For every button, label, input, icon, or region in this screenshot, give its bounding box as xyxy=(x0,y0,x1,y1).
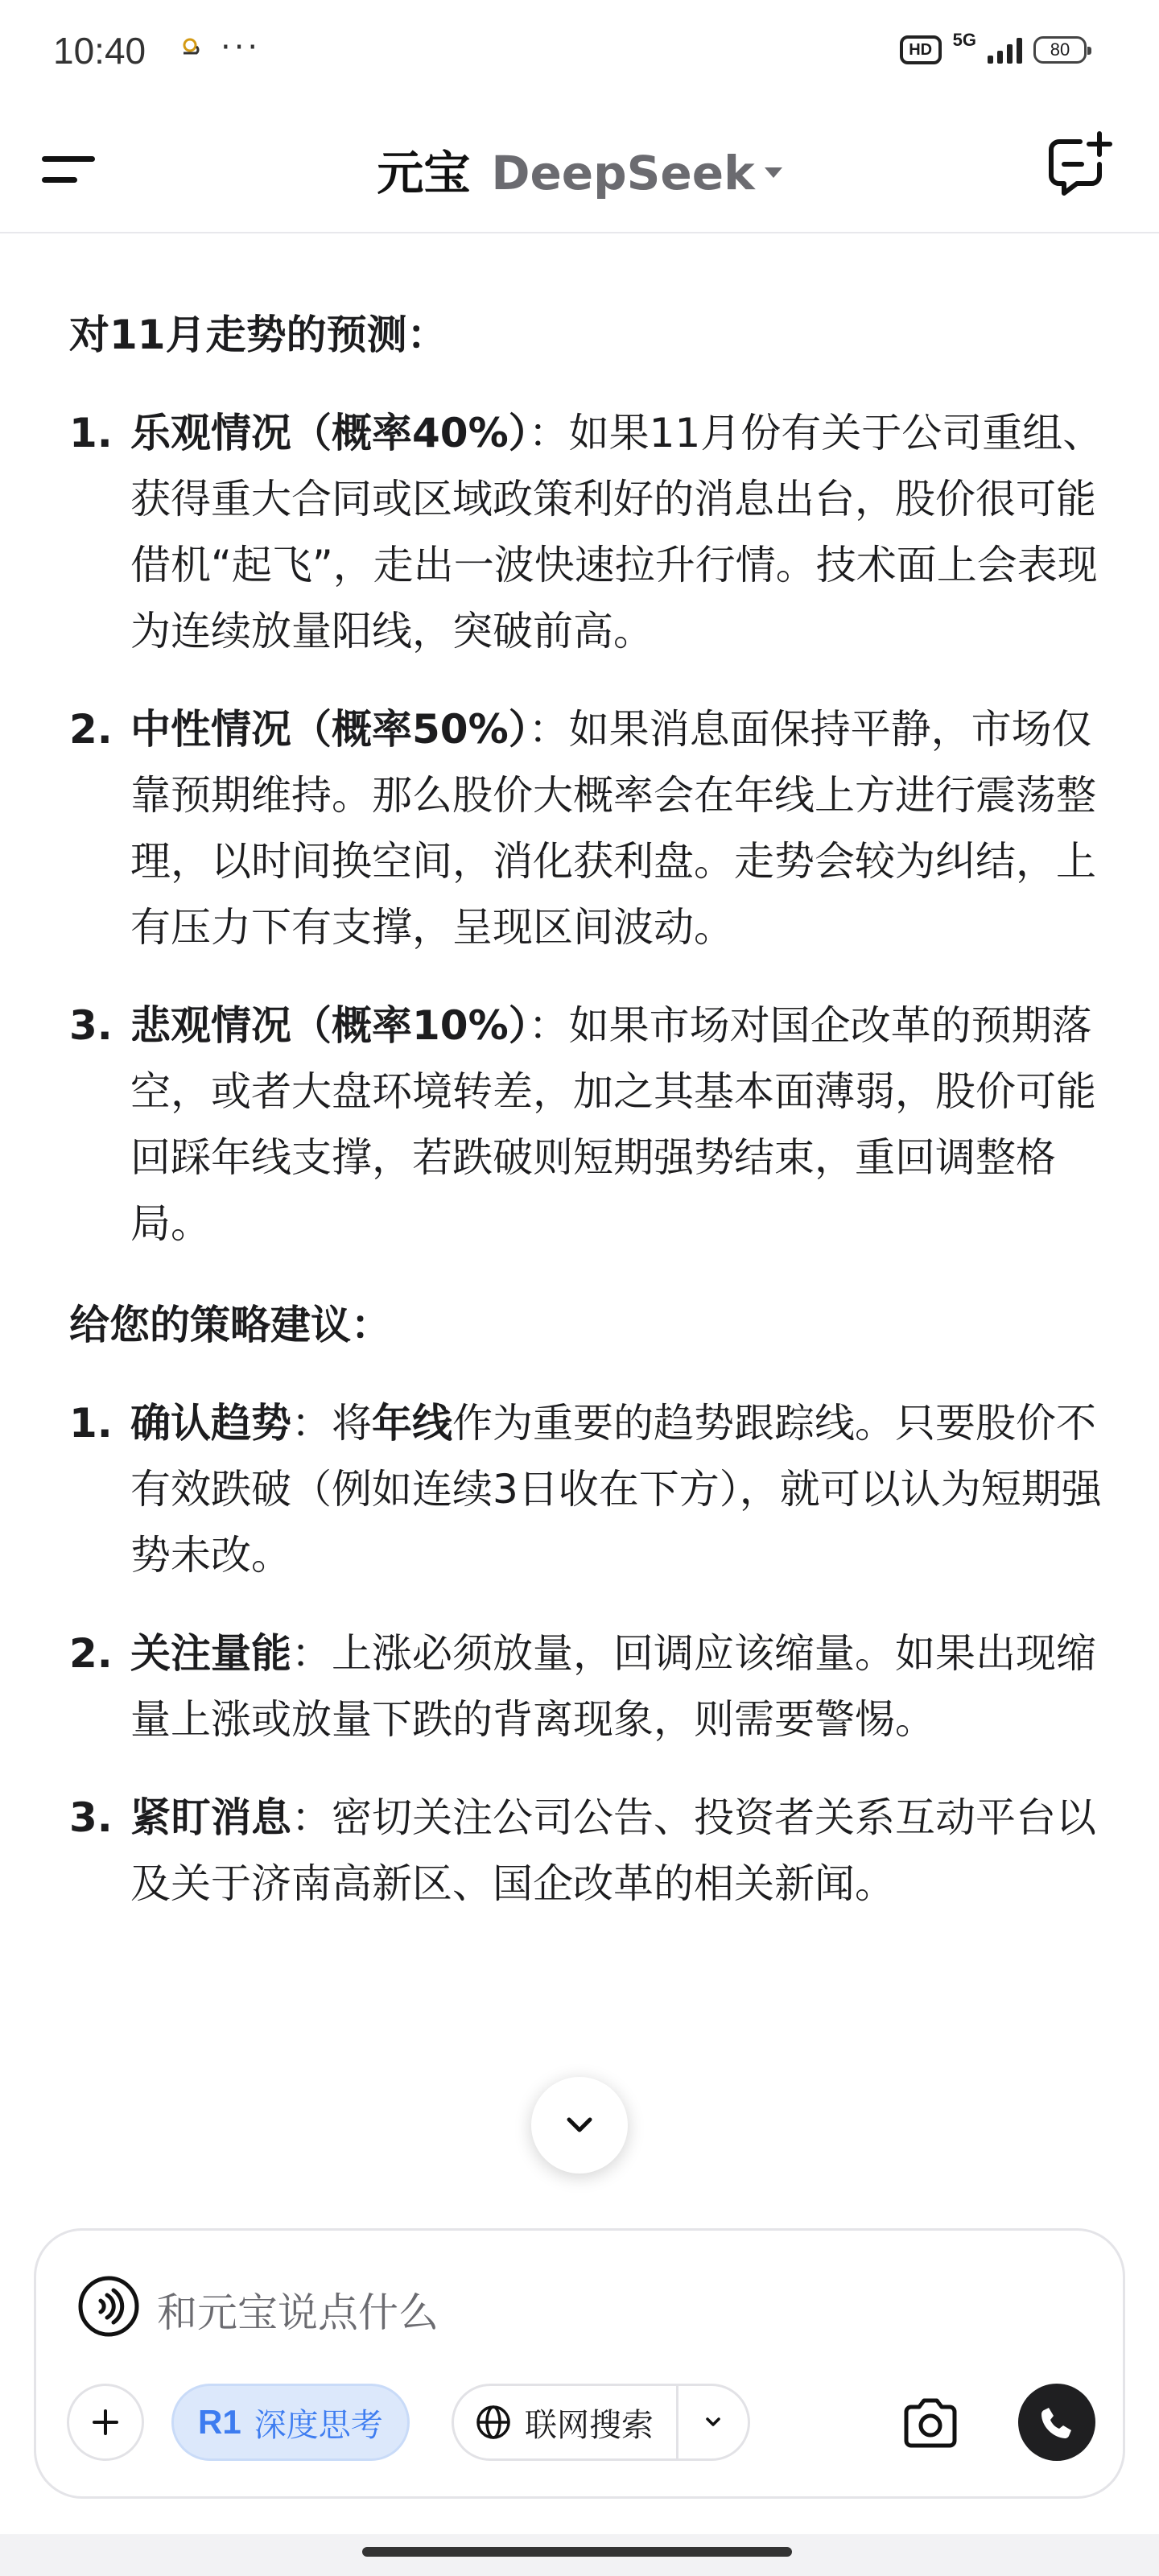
item-text: 上涨必须放量，回调应该缩量。如果出现缩量上涨或放量下跌的背离现象，则需要警惕。 xyxy=(130,1630,1096,1743)
list-number: 3. xyxy=(69,1002,113,1049)
item-separator: ： xyxy=(528,1002,569,1049)
item-text: 作为重要的趋势跟踪线。只要股价不有效跌破（例如连续3日收在下方），就可以认为短期强势未改。 xyxy=(130,1400,1102,1579)
network-type: 5G xyxy=(952,30,976,50)
list-item xyxy=(69,1785,1107,1917)
message-input[interactable]: 和元宝说点什么 xyxy=(157,2289,439,2336)
chat-message xyxy=(69,302,1107,1917)
voice-icon xyxy=(76,2274,141,2339)
model-selector[interactable] xyxy=(491,146,782,200)
composer-toolbar xyxy=(67,2384,1095,2464)
new-chat-button[interactable] xyxy=(1041,129,1114,201)
status-time: 10:40 xyxy=(53,30,146,72)
strategy-heading: 给您的策略建议： xyxy=(69,1302,391,1348)
status-left-icons xyxy=(179,29,262,66)
chevron-down-icon xyxy=(701,2410,725,2434)
item-text: 如果市场对国企改革的预期落空，或者大盘环境转差，加之其基本面薄弱，股价可能回踩年线支撑，若跌破则短期强势结束，重回调整格局。 xyxy=(130,1002,1096,1247)
item-title: 紧盯消息 xyxy=(130,1794,291,1841)
item-title: 关注量能 xyxy=(130,1630,291,1677)
web-search-label: 联网搜索 xyxy=(525,2406,654,2444)
item-title: 确认趋势 xyxy=(130,1400,291,1447)
list-item xyxy=(69,1620,1107,1752)
status-bar xyxy=(0,0,1159,105)
hd-icon: HD xyxy=(900,35,942,64)
item-text: 如果11月份有关于公司重组、获得重大合同或区域政策利好的消息出台，股价很可能借机“起飞”，走出一波快速拉升行情。技术面上会表现为连续放量阳线，突破前高。 xyxy=(130,410,1103,654)
caret-down-icon xyxy=(765,167,782,178)
app-name: 元宝 xyxy=(377,146,471,200)
add-attachment-button[interactable] xyxy=(67,2384,144,2461)
home-indicator[interactable] xyxy=(362,2547,792,2557)
item-separator: ： xyxy=(291,1630,332,1677)
item-title: 中性情况（概率50%） xyxy=(130,706,529,753)
new-chat-icon xyxy=(1041,129,1114,201)
item-title: 乐观情况（概率40%） xyxy=(130,410,529,456)
list-item xyxy=(69,993,1107,1257)
list-number: 1. xyxy=(69,1400,113,1447)
item-text: 密切关注公司公告、投资者关系互动平台以及关于济南高新区、国企改革的相关新闻。 xyxy=(130,1794,1096,1907)
forecast-list xyxy=(69,400,1107,1257)
item-separator: ： xyxy=(528,706,569,753)
list-number: 2. xyxy=(69,1630,113,1677)
deep-think-badge: R1 xyxy=(198,2403,241,2441)
web-search-control xyxy=(452,2384,750,2461)
model-name: DeepSeek xyxy=(491,146,755,200)
list-number: 1. xyxy=(69,410,113,456)
camera-button[interactable] xyxy=(894,2387,967,2459)
web-search-toggle[interactable] xyxy=(454,2386,678,2458)
list-item xyxy=(69,696,1107,960)
phone-icon xyxy=(1037,2403,1076,2442)
item-title: 悲观情况（概率10%） xyxy=(130,1002,529,1049)
message-composer xyxy=(34,2228,1125,2499)
voice-input-button[interactable] xyxy=(76,2274,141,2339)
forecast-heading: 对11月走势的预测： xyxy=(69,312,448,358)
status-more-icon: ··· xyxy=(221,29,262,66)
item-separator: ： xyxy=(291,1794,332,1841)
top-bar xyxy=(0,105,1159,233)
item-text-pre: 将 xyxy=(332,1400,372,1447)
globe-icon xyxy=(475,2404,512,2441)
battery-icon: 80 xyxy=(1033,36,1087,64)
item-text: 如果消息面保持平静，市场仅靠预期维持。那么股价大概率会在年线上方进行震荡整理，以时间换空间，消化获利盘。走势会较为纠结，上有压力下有支撑，呈现区间波动。 xyxy=(130,706,1096,951)
strategy-list xyxy=(69,1390,1107,1917)
deep-think-label: 深度思考 xyxy=(254,2406,383,2444)
list-item xyxy=(69,400,1107,664)
weather-icon xyxy=(179,35,203,60)
plus-icon xyxy=(89,2406,122,2438)
list-item xyxy=(69,1390,1107,1588)
scroll-to-bottom-button[interactable] xyxy=(531,2077,628,2174)
item-separator: ： xyxy=(528,410,569,456)
web-search-dropdown[interactable] xyxy=(678,2386,748,2458)
list-number: 3. xyxy=(69,1794,113,1841)
voice-call-button[interactable] xyxy=(1018,2384,1095,2461)
deep-think-toggle[interactable] xyxy=(171,2384,410,2461)
item-separator: ： xyxy=(291,1400,332,1447)
chevron-down-icon xyxy=(559,2105,600,2145)
status-right-icons xyxy=(900,30,1087,64)
page-title xyxy=(0,135,1159,203)
list-number: 2. xyxy=(69,706,113,753)
item-emphasis: 年线 xyxy=(372,1400,452,1447)
signal-icon xyxy=(988,36,1022,64)
camera-icon xyxy=(898,2391,963,2455)
